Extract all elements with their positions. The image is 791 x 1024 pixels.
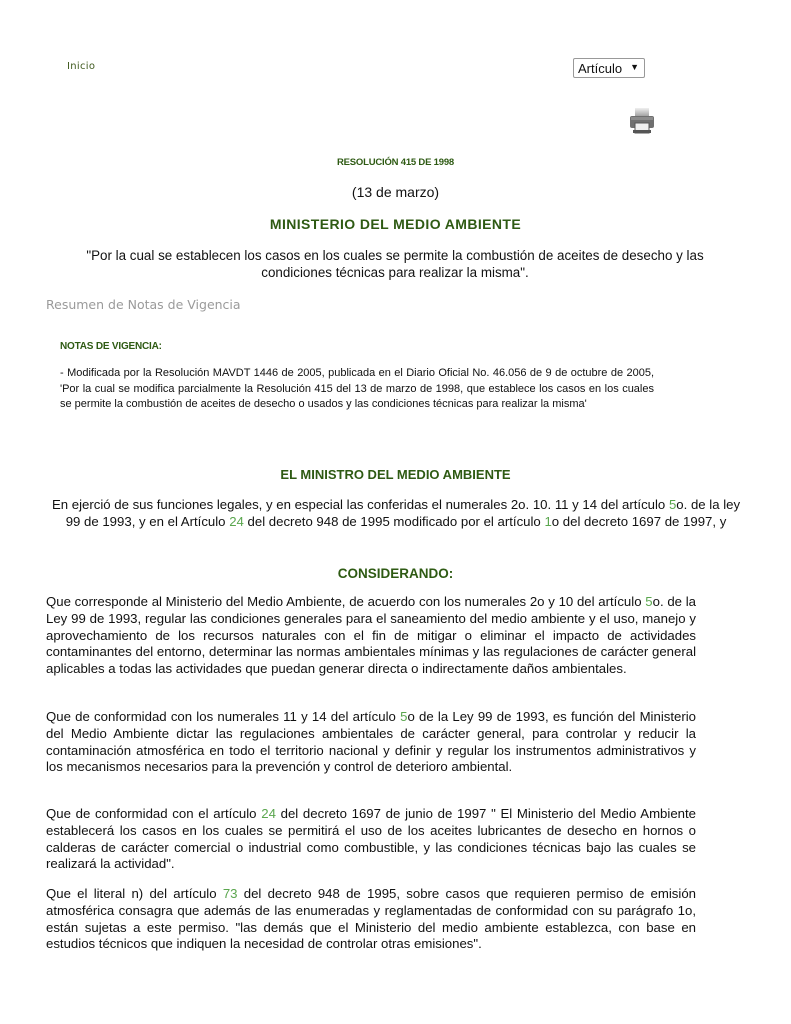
article-link[interactable]: 5 xyxy=(668,497,677,512)
article-select[interactable] xyxy=(573,58,645,78)
paragraph-text: del decreto 1697 de junio de 1997 " El Ministerio del Medio Ambiente establecerá los casos en los cuales se permitirá el uso de los aceites lubricantes de desecho en hornos o calderas de carácter comercial o industrial como combustible, y las condiciones técnicas bajo las cuales se realizará la actividad". xyxy=(46,806,696,872)
paragraph-text: Que de conformidad con los numerales 11 y 14 del artículo xyxy=(46,709,401,724)
print-button[interactable] xyxy=(627,106,657,136)
paragraph-text: del decreto 948 de 1995, sobre casos que requieren permiso de emisión atmosférica consagra que además de las enumeradas y reglamentadas de conformidad con su parágrafo 1o, están sujetas a este permiso. "las demás que el Ministerio del medio ambiente establezca, con base en estudios técnicos que indiquen la necesidad de controlar otras emisiones". xyxy=(46,886,696,952)
notes-body: - Modificada por la Resolución MAVDT 1446 de 2005, publicada en el Diario Oficial No. 46.056 de 9 de octubre de 2005, 'Por la cual se modifica parcialmente la Resolución 415 del 13 de marzo de 1998, que establece los casos en los cuales se permite la combustión de aceites de desecho o usados y las condiciones técnicas para realizar la misma' xyxy=(60,367,654,410)
paragraph-text: Que corresponde al Ministerio del Medio Ambiente, de acuerdo con los numerales 2o y 10 del artículo xyxy=(46,594,646,609)
intro-paragraph xyxy=(48,496,744,530)
considerando-paragraph xyxy=(46,806,696,873)
ministry-heading: MINISTERIO DEL MEDIO AMBIENTE xyxy=(269,216,522,232)
intro-text: En ejerció de sus funciones legales, y en especial las conferidas el numerales 2o. 10. 11 y 14 del artículo xyxy=(51,497,669,512)
resolution-title: RESOLUCIÓN 415 DE 1998 xyxy=(336,157,455,168)
resolution-date: (13 de marzo) xyxy=(351,184,440,200)
considerando-paragraph xyxy=(46,594,696,678)
minister-heading: EL MINISTRO DEL MEDIO AMBIENTE xyxy=(280,467,511,482)
article-link[interactable]: 5 xyxy=(645,594,653,609)
considerando-paragraph xyxy=(46,886,696,953)
paragraph-text: Que de conformidad con el artículo xyxy=(46,806,262,821)
home-link[interactable]: Inicio xyxy=(67,61,96,72)
article-select-value: Artículo xyxy=(578,60,623,76)
article-link[interactable]: 24 xyxy=(261,806,276,821)
notes-heading: NOTAS DE VIGENCIA: xyxy=(60,341,162,352)
intro-text: del decreto 948 de 1995 modificado por el artículo xyxy=(243,514,545,529)
printer-icon xyxy=(627,106,657,136)
article-link[interactable]: 5 xyxy=(400,709,408,724)
paragraph-text: o. de la Ley 99 de 1993, regular las condiciones generales para el saneamiento del medio ambiente y el uso, manejo y aprovechamiento de los recursos naturales con el fin de mitigar o eliminar el impacto de actividades contaminantes del entorno, determinar las normas ambientales mínimas y las regulaciones de carácter general aplicables a todas las actividades que puedan generar directa o indirectamente daños ambientales. xyxy=(46,594,696,677)
considerando-heading: CONSIDERANDO: xyxy=(337,566,454,581)
article-link[interactable]: 73 xyxy=(222,886,238,901)
paragraph-text: Que el literal n) del artículo xyxy=(46,886,223,901)
paragraph-text: o de la Ley 99 de 1993, es función del Ministerio del Medio Ambiente dictar las regulaciones ambientales de carácter general, para controlar y reducir la contaminación atmosférica en todo el territorio nacional y definir y regular los instrumentos administrativos y los mecanismos necesarios para la prevención y control de deterioro ambiental. xyxy=(46,709,696,775)
article-link[interactable]: 1 xyxy=(544,514,552,529)
summary-notes-link[interactable]: Resumen de Notas de Vigencia xyxy=(46,297,241,312)
intro-text: o. de la ley 99 de 1993, y en el Artículo xyxy=(65,497,741,529)
chevron-down-icon: ▼ xyxy=(630,62,639,72)
resolution-subject: "Por la cual se establecen los casos en los cuales se permite la combustión de aceites de desecho y las condiciones técnicas para realizar la misma". xyxy=(86,248,704,280)
intro-text: o del decreto 1697 de 1997, y xyxy=(551,514,727,529)
considerando-paragraph xyxy=(46,709,696,776)
article-link[interactable]: 24 xyxy=(229,514,244,529)
